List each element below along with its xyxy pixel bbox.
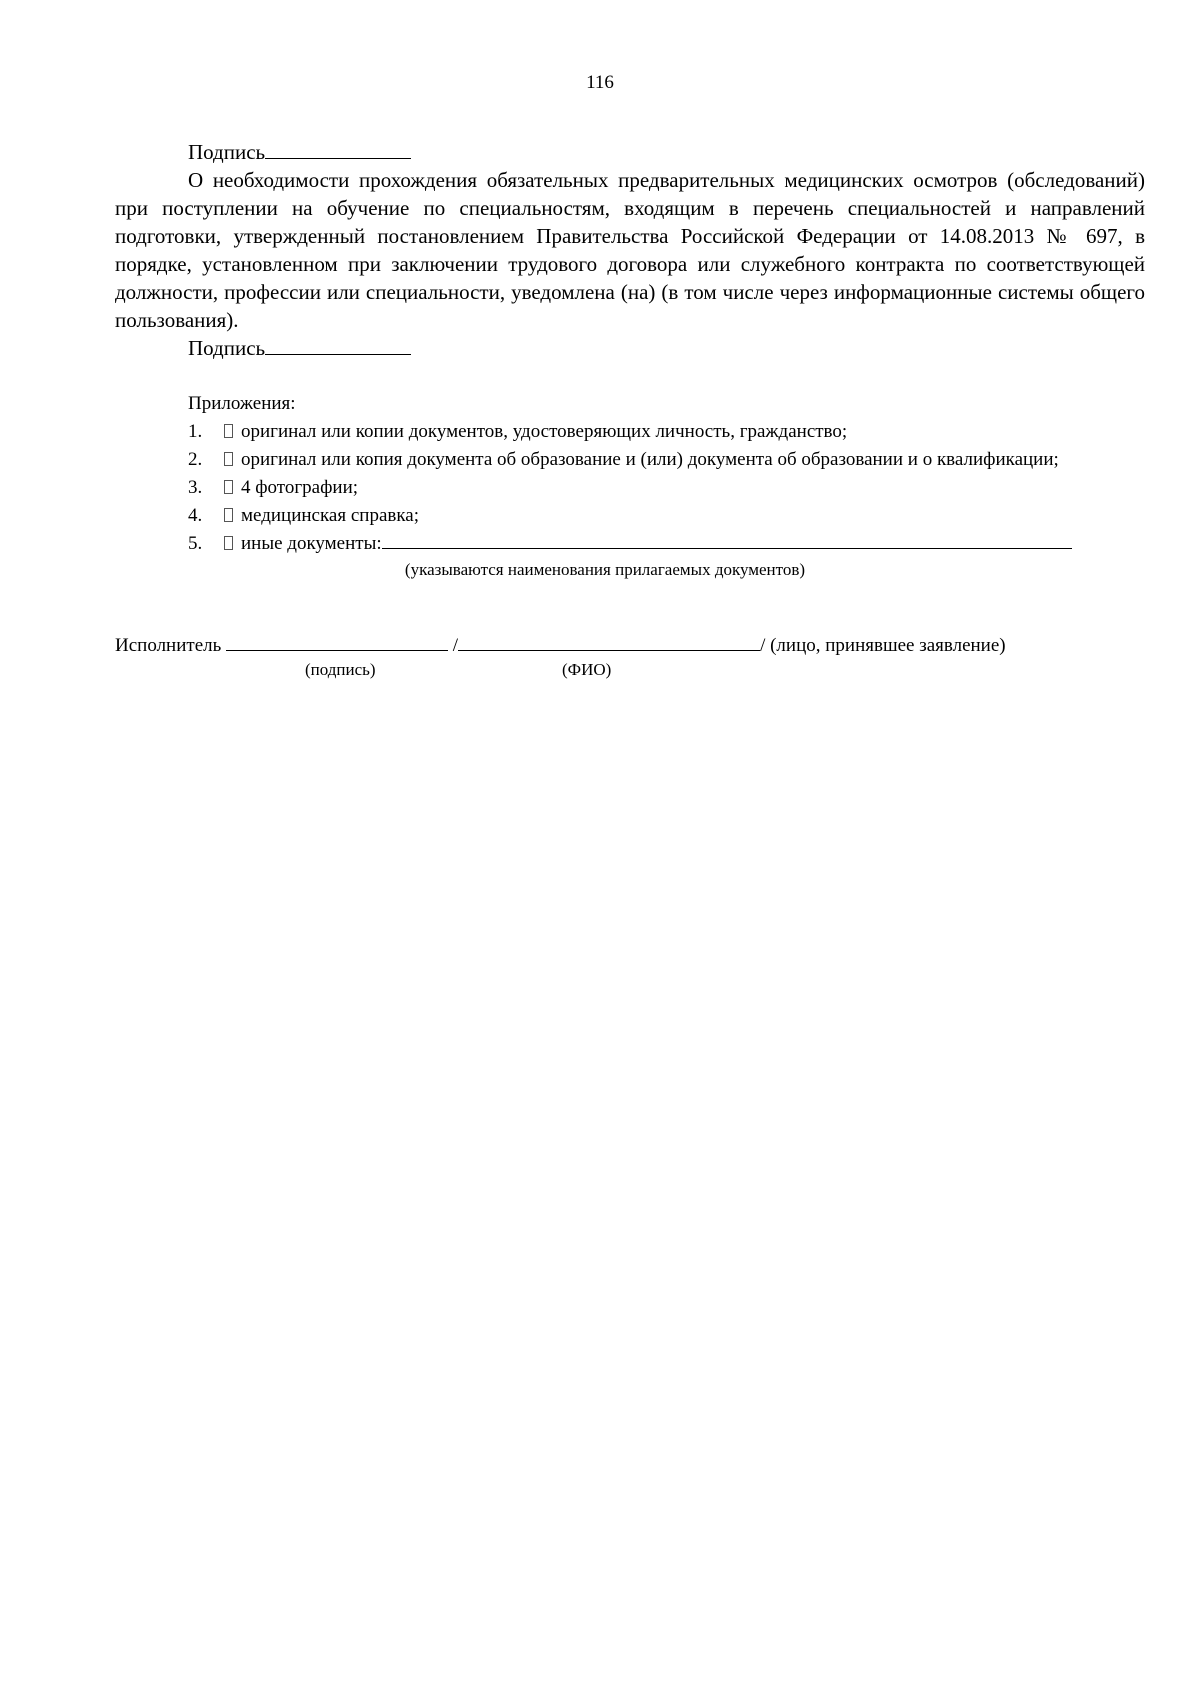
attachment-item bbox=[115, 530, 1145, 558]
executor-sign-hint: (подпись) bbox=[305, 660, 376, 679]
attachments-list bbox=[115, 418, 1145, 558]
document-content bbox=[115, 138, 1145, 681]
attachments-heading: Приложения: bbox=[188, 393, 296, 414]
page-number: 116 bbox=[586, 72, 614, 93]
signature-line-1 bbox=[115, 138, 1145, 166]
checkbox-icon[interactable] bbox=[224, 452, 233, 466]
executor-label: Исполнитель bbox=[115, 635, 222, 656]
other-documents-blank[interactable] bbox=[382, 530, 1072, 549]
attachment-text: оригинал или копия документа об образование и (или) документа об образовании и о квалификации; bbox=[241, 449, 1059, 470]
attachment-item bbox=[115, 502, 1145, 530]
attachments-hint: (указываются наименования прилагаемых документов) bbox=[404, 560, 806, 579]
signature-label: Подпись bbox=[188, 336, 266, 360]
executor-suffix: / (лицо, принявшее заявление) bbox=[760, 635, 1006, 656]
attachment-number: 2. bbox=[188, 449, 203, 470]
attachments-section bbox=[115, 390, 1145, 582]
checkbox-icon[interactable] bbox=[224, 536, 233, 550]
checkbox-icon[interactable] bbox=[224, 508, 233, 522]
attachment-text: медицинская справка; bbox=[241, 505, 420, 526]
executor-name-blank[interactable] bbox=[458, 632, 760, 651]
checkbox-icon[interactable] bbox=[224, 424, 233, 438]
medical-notice-paragraph: О необходимости прохождения обязательных предварительных медицинских осмотров (обследований) при поступлении на обучение по специальностям, входящим в перечень специальностей и направлений подготовки, утвержденный постановлением Правительства Российской Федерации от 14.08.2013 № 697, в порядке, установленном при заключении трудового договора или служебного контракта по соответствующей должности, профессии или специальности, уведомлена (на) (в том числе через информационные системы общего пользования). bbox=[115, 168, 1145, 332]
attachment-text: 4 фотографии; bbox=[241, 477, 359, 498]
signature-line-2 bbox=[115, 334, 1145, 362]
attachment-item bbox=[115, 474, 1145, 502]
executor-separator: / bbox=[452, 635, 459, 656]
attachment-number: 1. bbox=[188, 421, 203, 442]
attachment-number: 3. bbox=[188, 477, 203, 498]
signature-blank[interactable] bbox=[265, 336, 411, 355]
attachment-number: 4. bbox=[188, 505, 203, 526]
signature-label: Подпись bbox=[188, 140, 266, 164]
attachment-item bbox=[115, 418, 1145, 446]
executor-signature-blank[interactable] bbox=[226, 632, 448, 651]
attachment-number: 5. bbox=[188, 533, 203, 554]
executor-hints bbox=[115, 659, 1145, 681]
signature-blank[interactable] bbox=[265, 140, 411, 159]
executor-name-hint: (ФИО) bbox=[562, 660, 612, 679]
executor-line bbox=[115, 632, 1145, 659]
attachment-text: иные документы: bbox=[241, 533, 382, 554]
checkbox-icon[interactable] bbox=[224, 480, 233, 494]
attachment-item bbox=[115, 446, 1145, 474]
attachment-text: оригинал или копии документов, удостоверяющих личность, гражданство; bbox=[241, 421, 848, 442]
